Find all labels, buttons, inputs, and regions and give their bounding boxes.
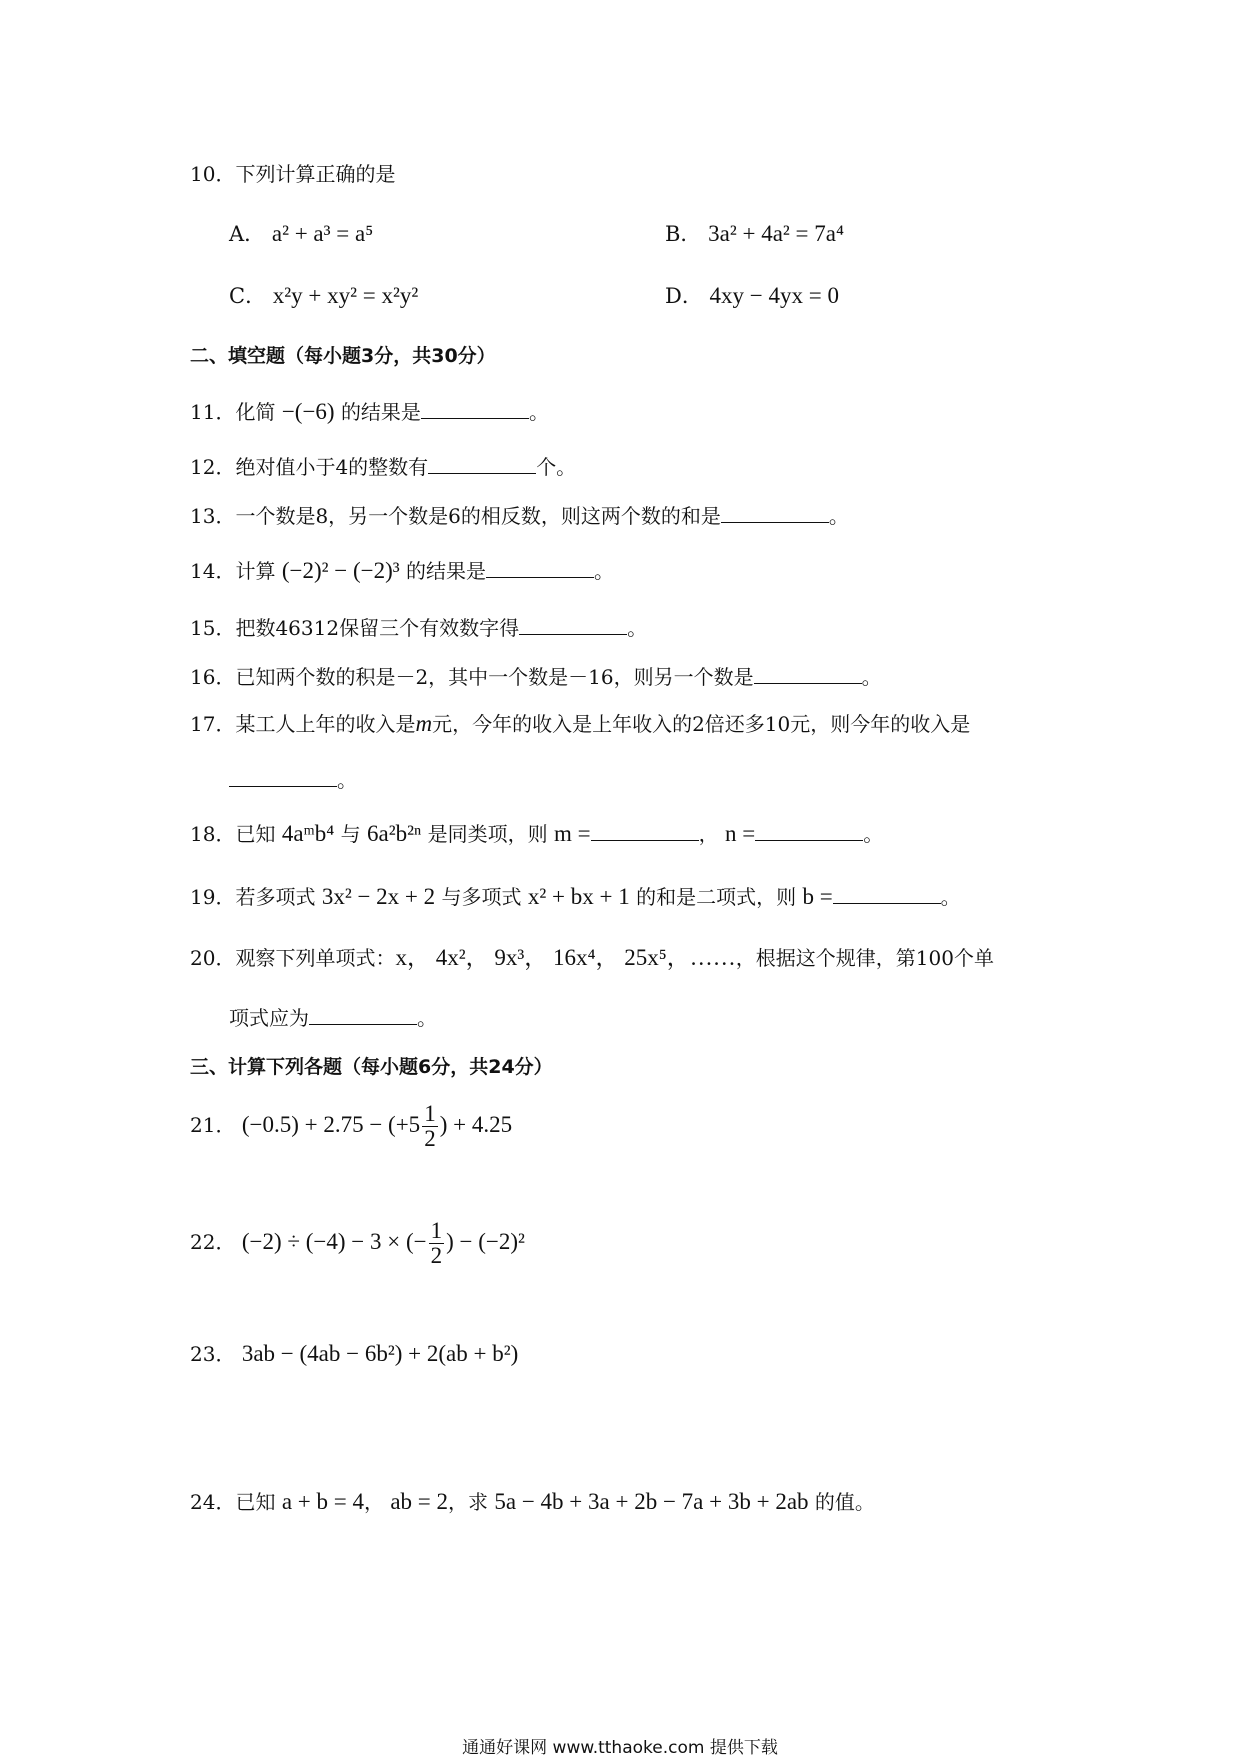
punctuation: ， xyxy=(698,822,719,846)
question-text: 15．把数46312保留三个有效数字得 xyxy=(190,616,520,640)
question-text: 与多项式 xyxy=(441,885,522,909)
question-11 xyxy=(190,396,549,426)
question-text: 的值。 xyxy=(814,1490,875,1514)
question-13 xyxy=(190,500,849,530)
question-text: 与 xyxy=(340,822,361,846)
question-math: x² + bx + 1 xyxy=(527,884,630,909)
question-math: 4aᵐb⁴ xyxy=(281,821,335,846)
question-16 xyxy=(190,661,882,691)
punctuation: 。 xyxy=(528,400,549,424)
punctuation: 。 xyxy=(828,504,849,528)
option-label: A． xyxy=(229,222,266,246)
answer-blank[interactable] xyxy=(721,500,829,523)
question-text: ，求 xyxy=(448,1490,489,1514)
option-label: C． xyxy=(229,284,267,308)
punctuation: 。 xyxy=(627,616,648,640)
punctuation: 。 xyxy=(417,1006,437,1030)
question-number: 23． xyxy=(190,1342,236,1366)
question-math: 3ab − (4ab − 6b²) + 2(ab + b²) xyxy=(241,1341,519,1366)
question-text: ，根据这个规律，第100个单 xyxy=(735,946,994,970)
answer-blank[interactable] xyxy=(309,1002,417,1025)
punctuation: ， xyxy=(363,1490,384,1514)
fraction xyxy=(429,1219,445,1268)
question-math: ) − (−2)² xyxy=(446,1229,525,1254)
question-text: 18．已知 xyxy=(190,822,276,846)
answer-blank[interactable] xyxy=(754,661,862,684)
question-19 xyxy=(190,881,961,911)
question-number: 22． xyxy=(190,1230,236,1254)
q10-option-c xyxy=(229,281,418,311)
question-math: (−2) ÷ (−4) − 3 × (− xyxy=(241,1229,427,1254)
answer-blank[interactable] xyxy=(229,764,337,787)
question-math: ab = 2 xyxy=(390,1489,449,1514)
question-14 xyxy=(190,555,614,585)
question-21 xyxy=(190,1100,512,1151)
numerator: 1 xyxy=(430,1218,443,1243)
question-text: 14．计算 xyxy=(190,559,276,583)
question-text: 项式应为 xyxy=(229,1006,309,1030)
question-text: 的和是二项式，则 xyxy=(636,885,797,909)
question-text: 的结果是 xyxy=(406,559,487,583)
question-math: −(−6) xyxy=(281,399,335,424)
punctuation: 。 xyxy=(940,885,961,909)
punctuation: 。 xyxy=(861,665,882,689)
question-18 xyxy=(190,818,883,848)
option-math: x²y + xy² = x²y² xyxy=(272,283,419,308)
answer-blank-m[interactable] xyxy=(591,818,699,841)
punctuation: 。 xyxy=(594,559,615,583)
question-math: ) + 4.25 xyxy=(439,1112,513,1137)
q10-option-b xyxy=(665,219,844,249)
answer-blank[interactable] xyxy=(428,451,536,474)
question-20 xyxy=(190,944,994,972)
question-text: 17．某工人上年的收入是 xyxy=(190,712,416,736)
question-math: (−2)² − (−2)³ xyxy=(281,558,400,583)
question-12 xyxy=(190,451,576,481)
question-24 xyxy=(190,1488,875,1516)
question-math: b = xyxy=(802,884,833,909)
question-20-line2 xyxy=(229,1002,437,1032)
denominator: 2 xyxy=(424,1126,436,1151)
punctuation: 。 xyxy=(337,768,357,792)
question-text: 24．已知 xyxy=(190,1490,276,1514)
question-variable: m xyxy=(415,711,433,736)
question-text: 13．一个数是8，另一个数是6的相反数，则这两个数的和是 xyxy=(190,504,721,528)
answer-blank[interactable] xyxy=(421,396,529,419)
option-label: B． xyxy=(665,222,702,246)
question-text: 19．若多项式 xyxy=(190,885,316,909)
section-2-heading: 二、填空题（每小题3分，共30分） xyxy=(190,345,496,367)
q10-option-d xyxy=(665,281,839,311)
page-footer: 通通好课网 www.tthaoke.com 提供下载 xyxy=(462,1738,778,1758)
question-22 xyxy=(190,1217,525,1268)
option-math: a² + a³ = a⁵ xyxy=(271,221,374,246)
question-math: x， 4x²， 9x³， 16x⁴， 25x⁵，…… xyxy=(395,945,736,970)
answer-blank[interactable] xyxy=(519,612,627,635)
fraction xyxy=(422,1102,438,1151)
option-math: 4xy − 4yx = 0 xyxy=(709,283,839,308)
q10-stem: 10．下列计算正确的是 xyxy=(190,162,396,186)
option-math: 3a² + 4a² = 7a⁴ xyxy=(708,221,845,246)
answer-blank[interactable] xyxy=(833,881,941,904)
question-math: m = xyxy=(553,821,591,846)
question-math: n = xyxy=(724,821,756,846)
punctuation: 。 xyxy=(863,822,884,846)
q10-option-a xyxy=(229,219,373,249)
question-text: 20．观察下列单项式： xyxy=(190,946,396,970)
question-23 xyxy=(190,1340,518,1368)
answer-blank[interactable] xyxy=(486,555,594,578)
numerator: 1 xyxy=(424,1101,436,1126)
question-math: 6a²b²ⁿ xyxy=(367,821,422,846)
option-label: D． xyxy=(665,284,703,308)
question-text: 的结果是 xyxy=(340,400,421,424)
question-math: 3x² − 2x + 2 xyxy=(321,884,436,909)
question-text: 12．绝对值小于4的整数有 xyxy=(190,455,429,479)
question-text: 是同类项，则 xyxy=(427,822,548,846)
punctuation: 个。 xyxy=(536,455,577,479)
question-number: 21． xyxy=(190,1113,236,1137)
question-15 xyxy=(190,612,647,642)
question-math: a + b = 4 xyxy=(281,1489,364,1514)
section-3-heading: 三、计算下列各题（每小题6分，共24分） xyxy=(190,1056,553,1078)
question-text: 16．已知两个数的积是－2，其中一个数是－16，则另一个数是 xyxy=(190,665,754,689)
question-17 xyxy=(190,710,970,738)
answer-blank-n[interactable] xyxy=(755,818,863,841)
question-text: 11．化简 xyxy=(190,400,276,424)
question-text: 元，今年的收入是上年收入的2倍还多10元，则今年的收入是 xyxy=(432,712,971,736)
denominator: 2 xyxy=(430,1243,443,1268)
question-17-line2 xyxy=(229,764,357,794)
question-math: (−0.5) + 2.75 − (+5 xyxy=(241,1112,421,1137)
question-math: 5a − 4b + 3a + 2b − 7a + 3b + 2ab xyxy=(494,1489,809,1514)
